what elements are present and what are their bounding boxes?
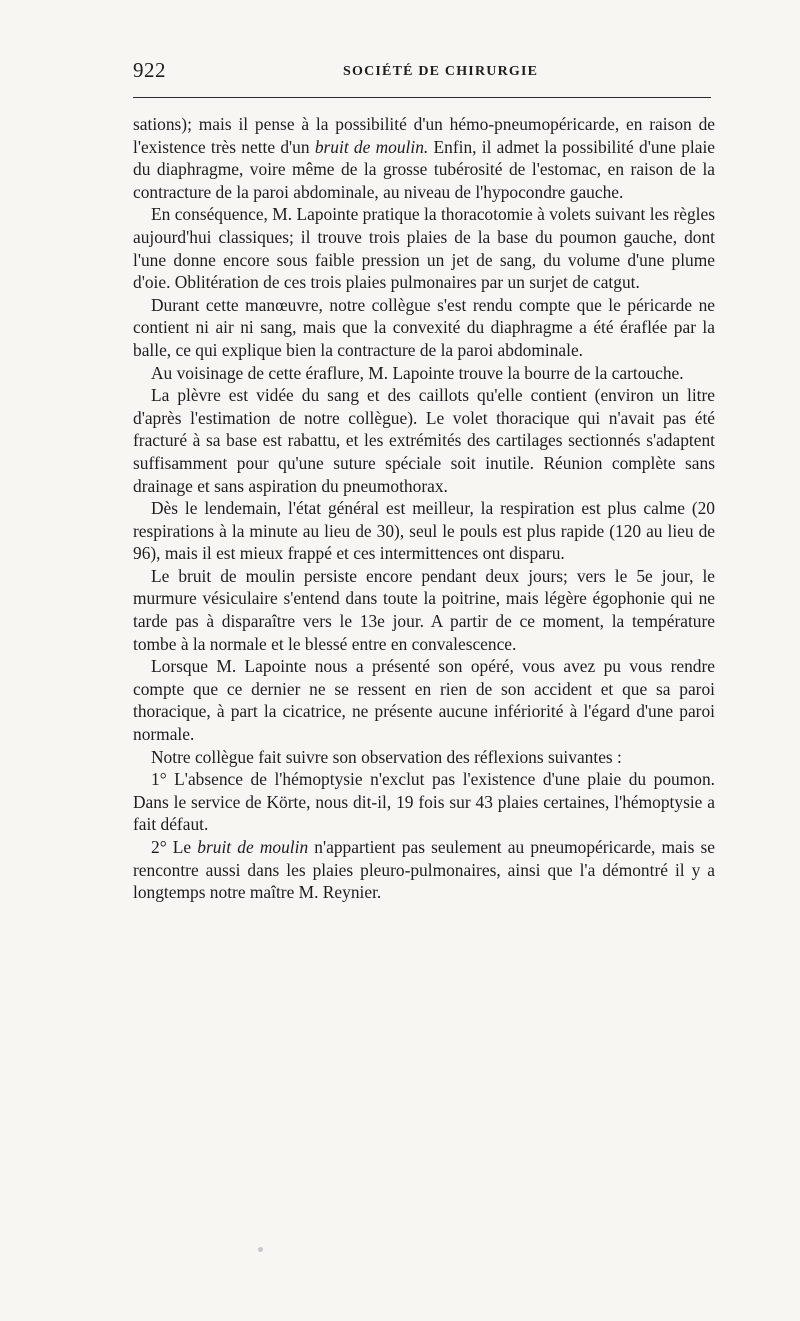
paragraph: Au voisinage de cette éraflure, M. Lapointe trouve la bourre de la cartouche. <box>151 362 684 383</box>
paragraph: 1° L'absence de l'hémoptysie n'exclut pas l'existence d'une plaie du poumon. Dans le service de Körte, nous dit-il, 19 fois sur 43 plaies certaines, l'hémoptysie a fait défaut. <box>133 769 715 835</box>
paragraph-text: Enfin, il admet la possibilité d'une plaie du diaphragme, voire même de la grosse tubérosité de l'estomac, en raison de la contracture de la paroi abdominale, au niveau de l'hypocondre gauche. <box>133 136 715 202</box>
paragraph: Durant cette manœuvre, notre collègue s'est rendu compte que le péricarde ne contient ni air ni sang, mais que la convexité du diaphragme a été éraflée par la balle, ce qui explique bien la contracture de la paroi abdominale. <box>133 294 715 360</box>
paragraph: La plèvre est vidée du sang et des caillots qu'elle contient (environ un litre d'après l'estimation de notre collègue). Le volet thoracique qui n'avait pas été fracturé à sa base est rabattu, et les extrémités des cartilages sectionnés s'adaptent suffisamment pour qu'une suture spéciale soit inutile. Réunion complète sans drainage et sans aspiration du pneumothorax. <box>133 385 715 496</box>
running-title: SOCIÉTÉ DE CHIRURGIE <box>343 64 539 79</box>
paragraph <box>133 113 715 203</box>
paragraph: Notre collègue fait suivre son observation des réflexions suivantes : <box>151 746 622 767</box>
paragraph: Dès le lendemain, l'état général est meilleur, la respiration est plus calme (20 respirations à la minute au lieu de 30), seul le pouls est plus rapide (120 au lieu de 96), mais il est mieux frappé et ces intermittences ont disparu. <box>133 498 715 564</box>
italic-term: bruit de moulin <box>197 837 309 857</box>
paragraph: Lorsque M. Lapointe nous a présenté son opéré, vous avez pu vous rendre compte que ce dernier ne se ressent en rien de son accident et que sa paroi thoracique, à part la cicatrice, ne présente aucune infériorité à l'égard d'une paroi normale. <box>133 656 715 745</box>
page-header <box>133 58 711 88</box>
body-text <box>133 113 715 904</box>
paragraph: En conséquence, M. Lapointe pratique la thoracotomie à volets suivant les règles aujourd'hui classiques; il trouve trois plaies de la base du poumon gauche, dont l'une donne encore sous faible pression un jet de sang, du volume d'une plume d'oie. Oblitération de ces trois plaies pulmonaires par un surjet de catgut. <box>133 204 715 293</box>
paragraph: Le bruit de moulin persiste encore pendant deux jours; vers le 5e jour, le murmure vésiculaire s'entend dans toute la poitrine, mais légère égophonie qui ne tarde pas à disparaître vers le 13e jour. A partir de ce moment, la température tombe à la normale et le blessé entre en convalescence. <box>133 565 715 654</box>
header-rule <box>133 97 711 98</box>
paragraph <box>133 836 715 904</box>
italic-term: bruit de moulin. <box>314 136 429 157</box>
paper-speck <box>258 1247 263 1252</box>
paragraph-text: 2° Le <box>151 837 198 857</box>
paragraph-text: n'appartient pas seulement au pneumopéricarde, mais se rencontre aussi dans les plaies pleuro-pulmonaires, ainsi que l'a démontré il y a longtemps notre maître M. Reynier. <box>133 837 716 903</box>
paragraph-text: sations); mais il pense à la possibilité d'un hémo-pneumopéricarde, en raison de l'existence très nette d'un <box>133 114 715 157</box>
page-number: 922 <box>133 58 166 82</box>
